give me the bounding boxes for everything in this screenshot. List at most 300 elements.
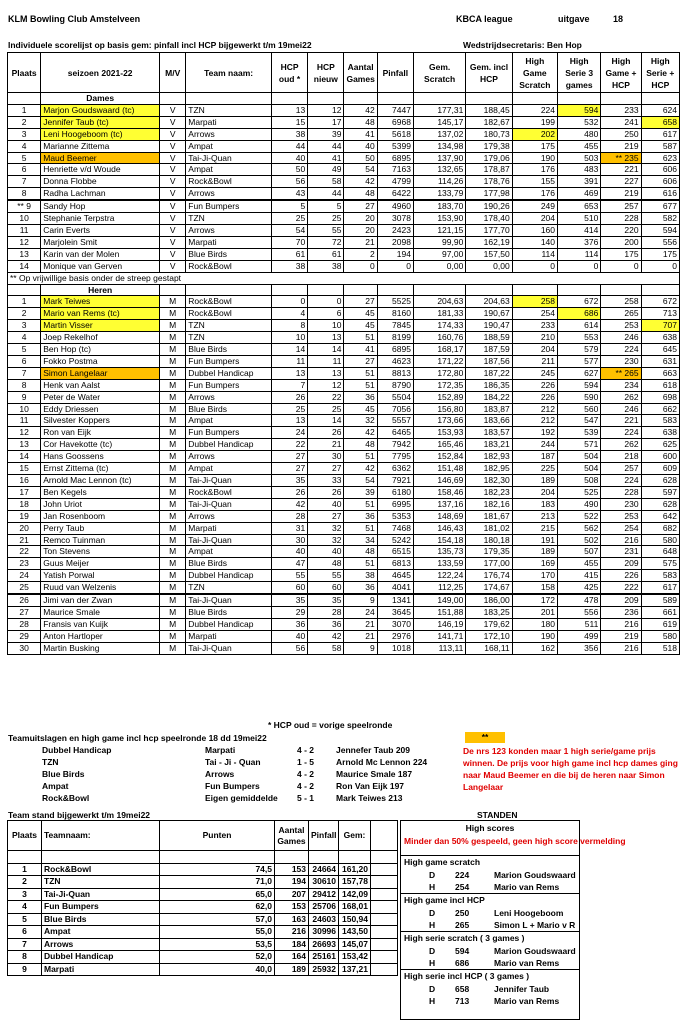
result-hg: Jennefer Taub 209 <box>336 745 411 755</box>
cell: Rock&Bowl <box>186 296 272 308</box>
cell: 153,93 <box>413 427 465 439</box>
cell: 176,74 <box>466 570 512 582</box>
cell: M <box>160 308 186 320</box>
cell: 189 <box>512 475 557 487</box>
cell: 4623 <box>377 355 413 367</box>
cell: 58 <box>308 642 344 654</box>
cell: V <box>160 104 186 116</box>
high-score-cell: Marion Goudswaard <box>494 870 576 880</box>
cell: 0 <box>512 260 557 272</box>
player-name: Ton Stevens <box>41 546 160 558</box>
cell: 6465 <box>377 427 413 439</box>
cell: 190 <box>512 630 557 642</box>
cell: 42 <box>344 176 377 188</box>
cell: 583 <box>641 415 679 427</box>
cell: 5557 <box>377 415 413 427</box>
section-row <box>8 93 680 105</box>
cell: 137,16 <box>413 498 465 510</box>
cell: 40 <box>271 152 307 164</box>
cell: 580 <box>641 630 679 642</box>
cell: 253 <box>601 320 641 332</box>
cell: 4799 <box>377 176 413 188</box>
cell: 415 <box>558 570 601 582</box>
team-results-title: Teamuitslagen en high game incl hcp speelronde 18 dd 19mei22 <box>8 733 267 743</box>
player-name: Jimi van der Zwan <box>41 594 160 606</box>
cell: 12 <box>8 236 41 248</box>
cell: 579 <box>558 344 601 356</box>
cell: 183,87 <box>466 403 512 415</box>
cell: Arrows <box>186 451 272 463</box>
player-name: Yatish Porwal <box>41 570 160 582</box>
team-cell: 24603 <box>309 913 339 926</box>
result-away: Arrows <box>205 769 235 779</box>
column-header: Plaats <box>8 53 41 93</box>
table-row <box>8 475 680 487</box>
high-score-group-title: High serie scratch ( 3 games ) <box>401 931 579 945</box>
cell: Marpati <box>186 522 272 534</box>
cell: 356 <box>558 642 601 654</box>
cell: 122,24 <box>413 570 465 582</box>
cell: 36 <box>271 618 307 630</box>
cell: 653 <box>558 200 601 212</box>
cell: 13 <box>308 332 344 344</box>
table-row <box>8 367 680 379</box>
cell: 510 <box>558 213 601 225</box>
cell: 177,00 <box>466 558 512 570</box>
secretary-label: Wedstrijdsecretaris: Ben Hop <box>463 40 582 50</box>
high-score-cell: H <box>429 882 436 892</box>
team-cell: 153 <box>275 863 309 876</box>
cell: 27 <box>344 296 377 308</box>
cell: V <box>160 152 186 164</box>
cell: 171,22 <box>413 355 465 367</box>
table-row <box>8 415 680 427</box>
high-score-cell: Leni Hoogeboom <box>494 908 564 918</box>
cell: 508 <box>558 475 601 487</box>
cell: V <box>160 140 186 152</box>
cell: 202 <box>512 128 557 140</box>
cell: M <box>160 498 186 510</box>
cell: Ampat <box>186 164 272 176</box>
team-cell: 53,5 <box>160 938 275 951</box>
high-score-cell: Mario van Rems <box>494 882 560 892</box>
cell: M <box>160 594 186 606</box>
section-label: Heren <box>41 284 160 296</box>
cell: 25 <box>308 403 344 415</box>
cell: 22 <box>271 439 307 451</box>
team-row <box>8 938 398 951</box>
player-name: Marjon Goudswaard (tc) <box>41 104 160 116</box>
high-score-cell: Simon L + Mario v R <box>494 920 576 930</box>
team-cell: Ampat <box>42 926 160 939</box>
result-home: Ampat <box>42 781 69 791</box>
table-row <box>8 594 680 606</box>
cell: M <box>160 486 186 498</box>
cell: 3 <box>8 320 41 332</box>
cell: 153,90 <box>413 213 465 225</box>
cell: 39 <box>344 486 377 498</box>
cell: 228 <box>601 213 641 225</box>
cell: 5618 <box>377 128 413 140</box>
column-header: High Game + HCP <box>601 53 641 93</box>
cell: 580 <box>641 534 679 546</box>
cell: 181,02 <box>466 522 512 534</box>
team-row <box>8 963 398 976</box>
cell: 145,17 <box>413 116 465 128</box>
cell: 2098 <box>377 236 413 248</box>
cell: 230 <box>601 355 641 367</box>
cell: 3 <box>8 128 41 140</box>
cell: 51 <box>344 498 377 510</box>
cell: 414 <box>558 224 601 236</box>
cell: 614 <box>558 320 601 332</box>
cell: 502 <box>558 534 601 546</box>
team-cell: 2 <box>8 876 42 889</box>
cell: 631 <box>641 355 679 367</box>
player-name: Arnold Mac Lennon (tc) <box>41 475 160 487</box>
cell: 6 <box>8 164 41 176</box>
cell: 3070 <box>377 618 413 630</box>
cell: 121,15 <box>413 224 465 236</box>
high-score-cell: 686 <box>455 958 470 968</box>
team-cell: 184 <box>275 938 309 951</box>
player-name: Leni Hoogeboom (tc) <box>41 128 160 140</box>
cell: Blue Birds <box>186 248 272 260</box>
cell: 7163 <box>377 164 413 176</box>
cell: 54 <box>344 475 377 487</box>
cell: 187,59 <box>466 344 512 356</box>
cell: 236 <box>601 606 641 618</box>
cell: 157,50 <box>466 248 512 260</box>
cell: 5 <box>8 152 41 164</box>
table-row <box>8 344 680 356</box>
column-header: Team naam: <box>186 53 272 93</box>
cell: 9 <box>344 594 377 606</box>
cell: 168,17 <box>413 344 465 356</box>
team-cell: 137,21 <box>339 963 371 976</box>
cell: 5242 <box>377 534 413 546</box>
table-row <box>8 522 680 534</box>
team-cell: 143,50 <box>339 926 371 939</box>
cell: 6 <box>8 355 41 367</box>
individual-score-table <box>7 52 680 655</box>
team-cell: 163 <box>275 913 309 926</box>
team-cell: 52,0 <box>160 951 275 964</box>
cell: 135,73 <box>413 546 465 558</box>
cell: 97,00 <box>413 248 465 260</box>
team-cell: 5 <box>8 913 42 926</box>
cell: 391 <box>558 176 601 188</box>
table-row <box>8 188 680 200</box>
cell: 168,11 <box>466 642 512 654</box>
cell: 151,88 <box>413 606 465 618</box>
cell: 504 <box>558 451 601 463</box>
cell: 174,67 <box>466 582 512 594</box>
result-score: 4 - 2 <box>297 745 315 755</box>
table-row <box>8 128 680 140</box>
cell: 42 <box>344 463 377 475</box>
table-row <box>8 176 680 188</box>
cell: ** 9 <box>8 200 41 212</box>
team-cell: TZN <box>42 876 160 889</box>
table-row <box>8 236 680 248</box>
cell: 4960 <box>377 200 413 212</box>
cell: M <box>160 367 186 379</box>
cell: 175 <box>601 248 641 260</box>
cell: 18 <box>8 498 41 510</box>
cell: 178,40 <box>466 213 512 225</box>
high-score-cell: 658 <box>455 984 470 994</box>
cell: M <box>160 427 186 439</box>
cell: 241 <box>601 116 641 128</box>
cell: 114 <box>558 248 601 260</box>
cell: 212 <box>512 415 557 427</box>
cell: 36 <box>344 391 377 403</box>
player-name: Ben Hop (tc) <box>41 344 160 356</box>
cell: Tai-Ji-Quan <box>186 152 272 164</box>
cell: 0 <box>271 296 307 308</box>
cell: 14 <box>308 415 344 427</box>
result-hg: Arnold Mc Lennon 224 <box>336 757 428 767</box>
cell: 0 <box>601 260 641 272</box>
player-name: Guus Meijer <box>41 558 160 570</box>
cell: V <box>160 200 186 212</box>
cell: 7056 <box>377 403 413 415</box>
red-note: De nrs 123 konden maar 1 high serie/game prijs winnen. De prijs voor high game incl hcp dames ging naar Maud Beemer en die bij de heren naar Simon Langelaar <box>463 746 678 792</box>
cell: 27 <box>271 451 307 463</box>
cell: 224 <box>601 475 641 487</box>
high-score-row <box>401 995 579 1007</box>
cell: 5525 <box>377 296 413 308</box>
cell: 7942 <box>377 439 413 451</box>
high-score-row <box>401 907 579 919</box>
high-score-row <box>401 881 579 893</box>
cell: 12 <box>8 427 41 439</box>
high-score-cell: Jennifer Taub <box>494 984 550 994</box>
team-cell: 9 <box>8 963 42 976</box>
cell: 686 <box>558 308 601 320</box>
cell: 192 <box>512 427 557 439</box>
cell: TZN <box>186 320 272 332</box>
cell: 179,35 <box>466 546 512 558</box>
cell: 173,66 <box>413 415 465 427</box>
table-row <box>8 606 680 618</box>
cell: 24 <box>8 570 41 582</box>
cell: 577 <box>558 355 601 367</box>
cell: Rock&Bowl <box>186 260 272 272</box>
cell: 25 <box>271 213 307 225</box>
cell: 560 <box>558 403 601 415</box>
cell: 141,71 <box>413 630 465 642</box>
player-name: Carin Everts <box>41 224 160 236</box>
cell: 2423 <box>377 224 413 236</box>
cell: 45 <box>344 403 377 415</box>
cell: 27 <box>8 606 41 618</box>
cell: 201 <box>512 606 557 618</box>
cell: 698 <box>641 391 679 403</box>
player-name: Sandy Hop <box>41 200 160 212</box>
cell: 713 <box>641 308 679 320</box>
cell: M <box>160 582 186 594</box>
table-row <box>8 534 680 546</box>
cell: TZN <box>186 104 272 116</box>
cell: 61 <box>308 248 344 260</box>
player-name: Marjolein Smit <box>41 236 160 248</box>
cell: 6515 <box>377 546 413 558</box>
cell: 606 <box>641 176 679 188</box>
cell: 204 <box>512 213 557 225</box>
high-score-cell: D <box>429 870 436 880</box>
cell: 209 <box>601 594 641 606</box>
player-name: Jennifer Taub (tc) <box>41 116 160 128</box>
cell: 587 <box>641 140 679 152</box>
cell: 225 <box>512 463 557 475</box>
column-header: seizoen 2021-22 <box>41 53 160 93</box>
section-label: Dames <box>41 93 160 105</box>
cell: 8 <box>8 188 41 200</box>
cell: 250 <box>601 128 641 140</box>
cell: 233 <box>512 320 557 332</box>
cell: 0 <box>308 296 344 308</box>
player-name: Radha Lachman <box>41 188 160 200</box>
cell: 5 <box>8 344 41 356</box>
cell: 628 <box>641 475 679 487</box>
team-cell: 153 <box>275 901 309 914</box>
cell: 146,43 <box>413 522 465 534</box>
cell: 149,00 <box>413 594 465 606</box>
high-score-cell: H <box>429 920 436 930</box>
cell: 220 <box>601 224 641 236</box>
high-score-cell: D <box>429 908 436 918</box>
cell: 21 <box>308 439 344 451</box>
dames-note: ** Op vrijwillige basis onder de streep gestapt <box>8 272 680 284</box>
cell: 38 <box>271 128 307 140</box>
cell: 140 <box>512 236 557 248</box>
cell: M <box>160 558 186 570</box>
cell: 1 <box>8 104 41 116</box>
cell: 165,46 <box>413 439 465 451</box>
cell: 170 <box>512 570 557 582</box>
cell: 13 <box>271 104 307 116</box>
cell: 6995 <box>377 498 413 510</box>
cell: ** 235 <box>601 152 641 164</box>
cell: 26 <box>308 427 344 439</box>
cell: 213 <box>512 510 557 522</box>
cell: M <box>160 379 186 391</box>
cell: 0,00 <box>466 260 512 272</box>
cell: 6422 <box>377 188 413 200</box>
cell: 15 <box>8 463 41 475</box>
league-label: KBCA league <box>456 14 513 24</box>
high-score-cell: 713 <box>455 996 470 1006</box>
cell: Rock&Bowl <box>186 486 272 498</box>
team-cell: 30996 <box>309 926 339 939</box>
cell: 219 <box>601 140 641 152</box>
cell: V <box>160 260 186 272</box>
cell: 483 <box>558 164 601 176</box>
cell: 55 <box>308 224 344 236</box>
cell: Arrows <box>186 128 272 140</box>
cell: 20 <box>8 522 41 534</box>
cell: 152,89 <box>413 391 465 403</box>
cell: 177,98 <box>466 188 512 200</box>
cell: 13 <box>8 439 41 451</box>
cell: 2976 <box>377 630 413 642</box>
cell: 455 <box>558 558 601 570</box>
cell: M <box>160 630 186 642</box>
cell: 20 <box>344 224 377 236</box>
player-name: Anton Hartloper <box>41 630 160 642</box>
cell: 12 <box>308 379 344 391</box>
cell: 187 <box>512 451 557 463</box>
player-name: Henriette v/d Woude <box>41 164 160 176</box>
cell: 35 <box>271 475 307 487</box>
cell: Fun Bumpers <box>186 427 272 439</box>
cell: 642 <box>641 510 679 522</box>
team-cell: 30610 <box>309 876 339 889</box>
cell: 234 <box>601 379 641 391</box>
cell: Tai-Ji-Quan <box>186 475 272 487</box>
cell: 707 <box>641 320 679 332</box>
cell: 44 <box>308 188 344 200</box>
cell: 15 <box>271 116 307 128</box>
cell: M <box>160 391 186 403</box>
cell: 511 <box>558 618 601 630</box>
cell: 178,87 <box>466 164 512 176</box>
cell: 48 <box>344 188 377 200</box>
cell: Marpati <box>186 630 272 642</box>
hcp-note: * HCP oud = vorige speelronde <box>268 720 393 730</box>
player-name: Ben Kegels <box>41 486 160 498</box>
cell: 48 <box>308 558 344 570</box>
cell: 27 <box>271 463 307 475</box>
cell: 231 <box>601 546 641 558</box>
team-column-header: Pinfall <box>309 821 339 851</box>
team-row <box>8 951 398 964</box>
cell: 112,25 <box>413 582 465 594</box>
cell: V <box>160 248 186 260</box>
table-row <box>8 213 680 225</box>
cell: 42 <box>271 498 307 510</box>
cell: 176 <box>512 188 557 200</box>
cell: V <box>160 164 186 176</box>
cell: Tai-Ji-Quan <box>186 534 272 546</box>
team-cell: 142,09 <box>339 888 371 901</box>
cell: 606 <box>641 164 679 176</box>
cell: 507 <box>558 546 601 558</box>
cell: M <box>160 534 186 546</box>
cell: 179,38 <box>466 140 512 152</box>
cell: 11 <box>8 224 41 236</box>
cell: 30 <box>308 451 344 463</box>
result-hg: Maurice Smale 187 <box>336 769 413 779</box>
cell: 148,69 <box>413 510 465 522</box>
cell: 17 <box>308 116 344 128</box>
cell: 582 <box>641 213 679 225</box>
cell: 24 <box>344 606 377 618</box>
cell: 54 <box>344 164 377 176</box>
cell: 36 <box>308 618 344 630</box>
cell: 216 <box>601 618 641 630</box>
cell: 4 <box>8 140 41 152</box>
team-cell: 25932 <box>309 963 339 976</box>
cell: 672 <box>558 296 601 308</box>
cell: Fun Bumpers <box>186 200 272 212</box>
cell: Ampat <box>186 415 272 427</box>
cell: 6895 <box>377 344 413 356</box>
team-cell: 40,0 <box>160 963 275 976</box>
cell: 22 <box>8 546 41 558</box>
